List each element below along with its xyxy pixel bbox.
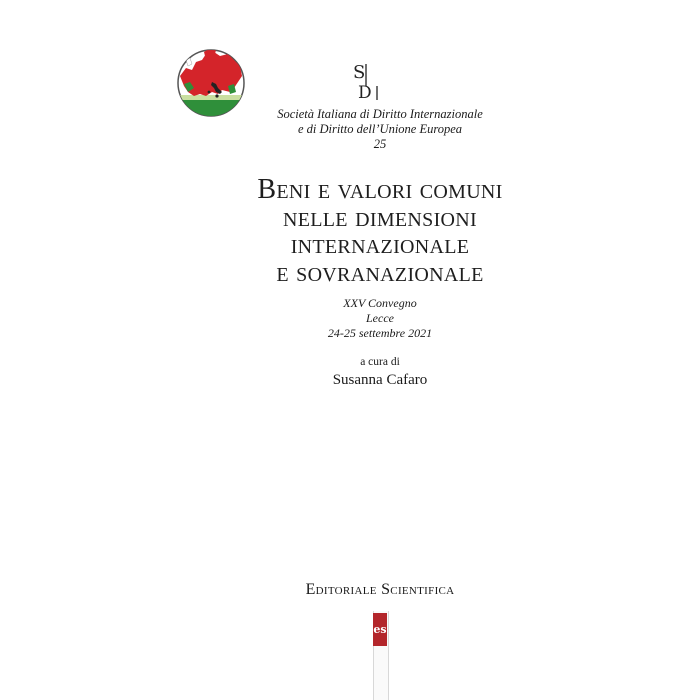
publisher-logo: es: [373, 613, 387, 646]
society-line-1: Società Italiana di Diritto Internazionale: [277, 107, 483, 121]
svg-text:S: S: [353, 62, 366, 83]
title-line-2: nelle dimensioni: [283, 201, 477, 233]
book-title: [0, 176, 700, 286]
curator-name: Susanna Cafaro: [332, 372, 428, 388]
curator-label: a cura di: [360, 356, 400, 368]
sidi-monogram-icon: [350, 60, 390, 104]
event-place: Lecce: [366, 311, 394, 325]
event-info: [0, 296, 700, 341]
svg-text:D: D: [358, 83, 372, 103]
title-line-3: internazionale: [290, 229, 470, 260]
event-dates: 24-25 settembre 2021: [327, 326, 433, 340]
society-line-2: e di Diritto dell’Unione Europea: [297, 122, 463, 136]
event-name: XXV Convegno: [343, 296, 417, 310]
title-line-4: e sovranazionale: [276, 256, 484, 288]
publisher-name: Editoriale Scientifica: [305, 581, 455, 598]
volume-number: 25: [373, 137, 387, 151]
society-name: [0, 107, 700, 152]
title-line-1: Beni e valori comuni: [257, 174, 503, 205]
